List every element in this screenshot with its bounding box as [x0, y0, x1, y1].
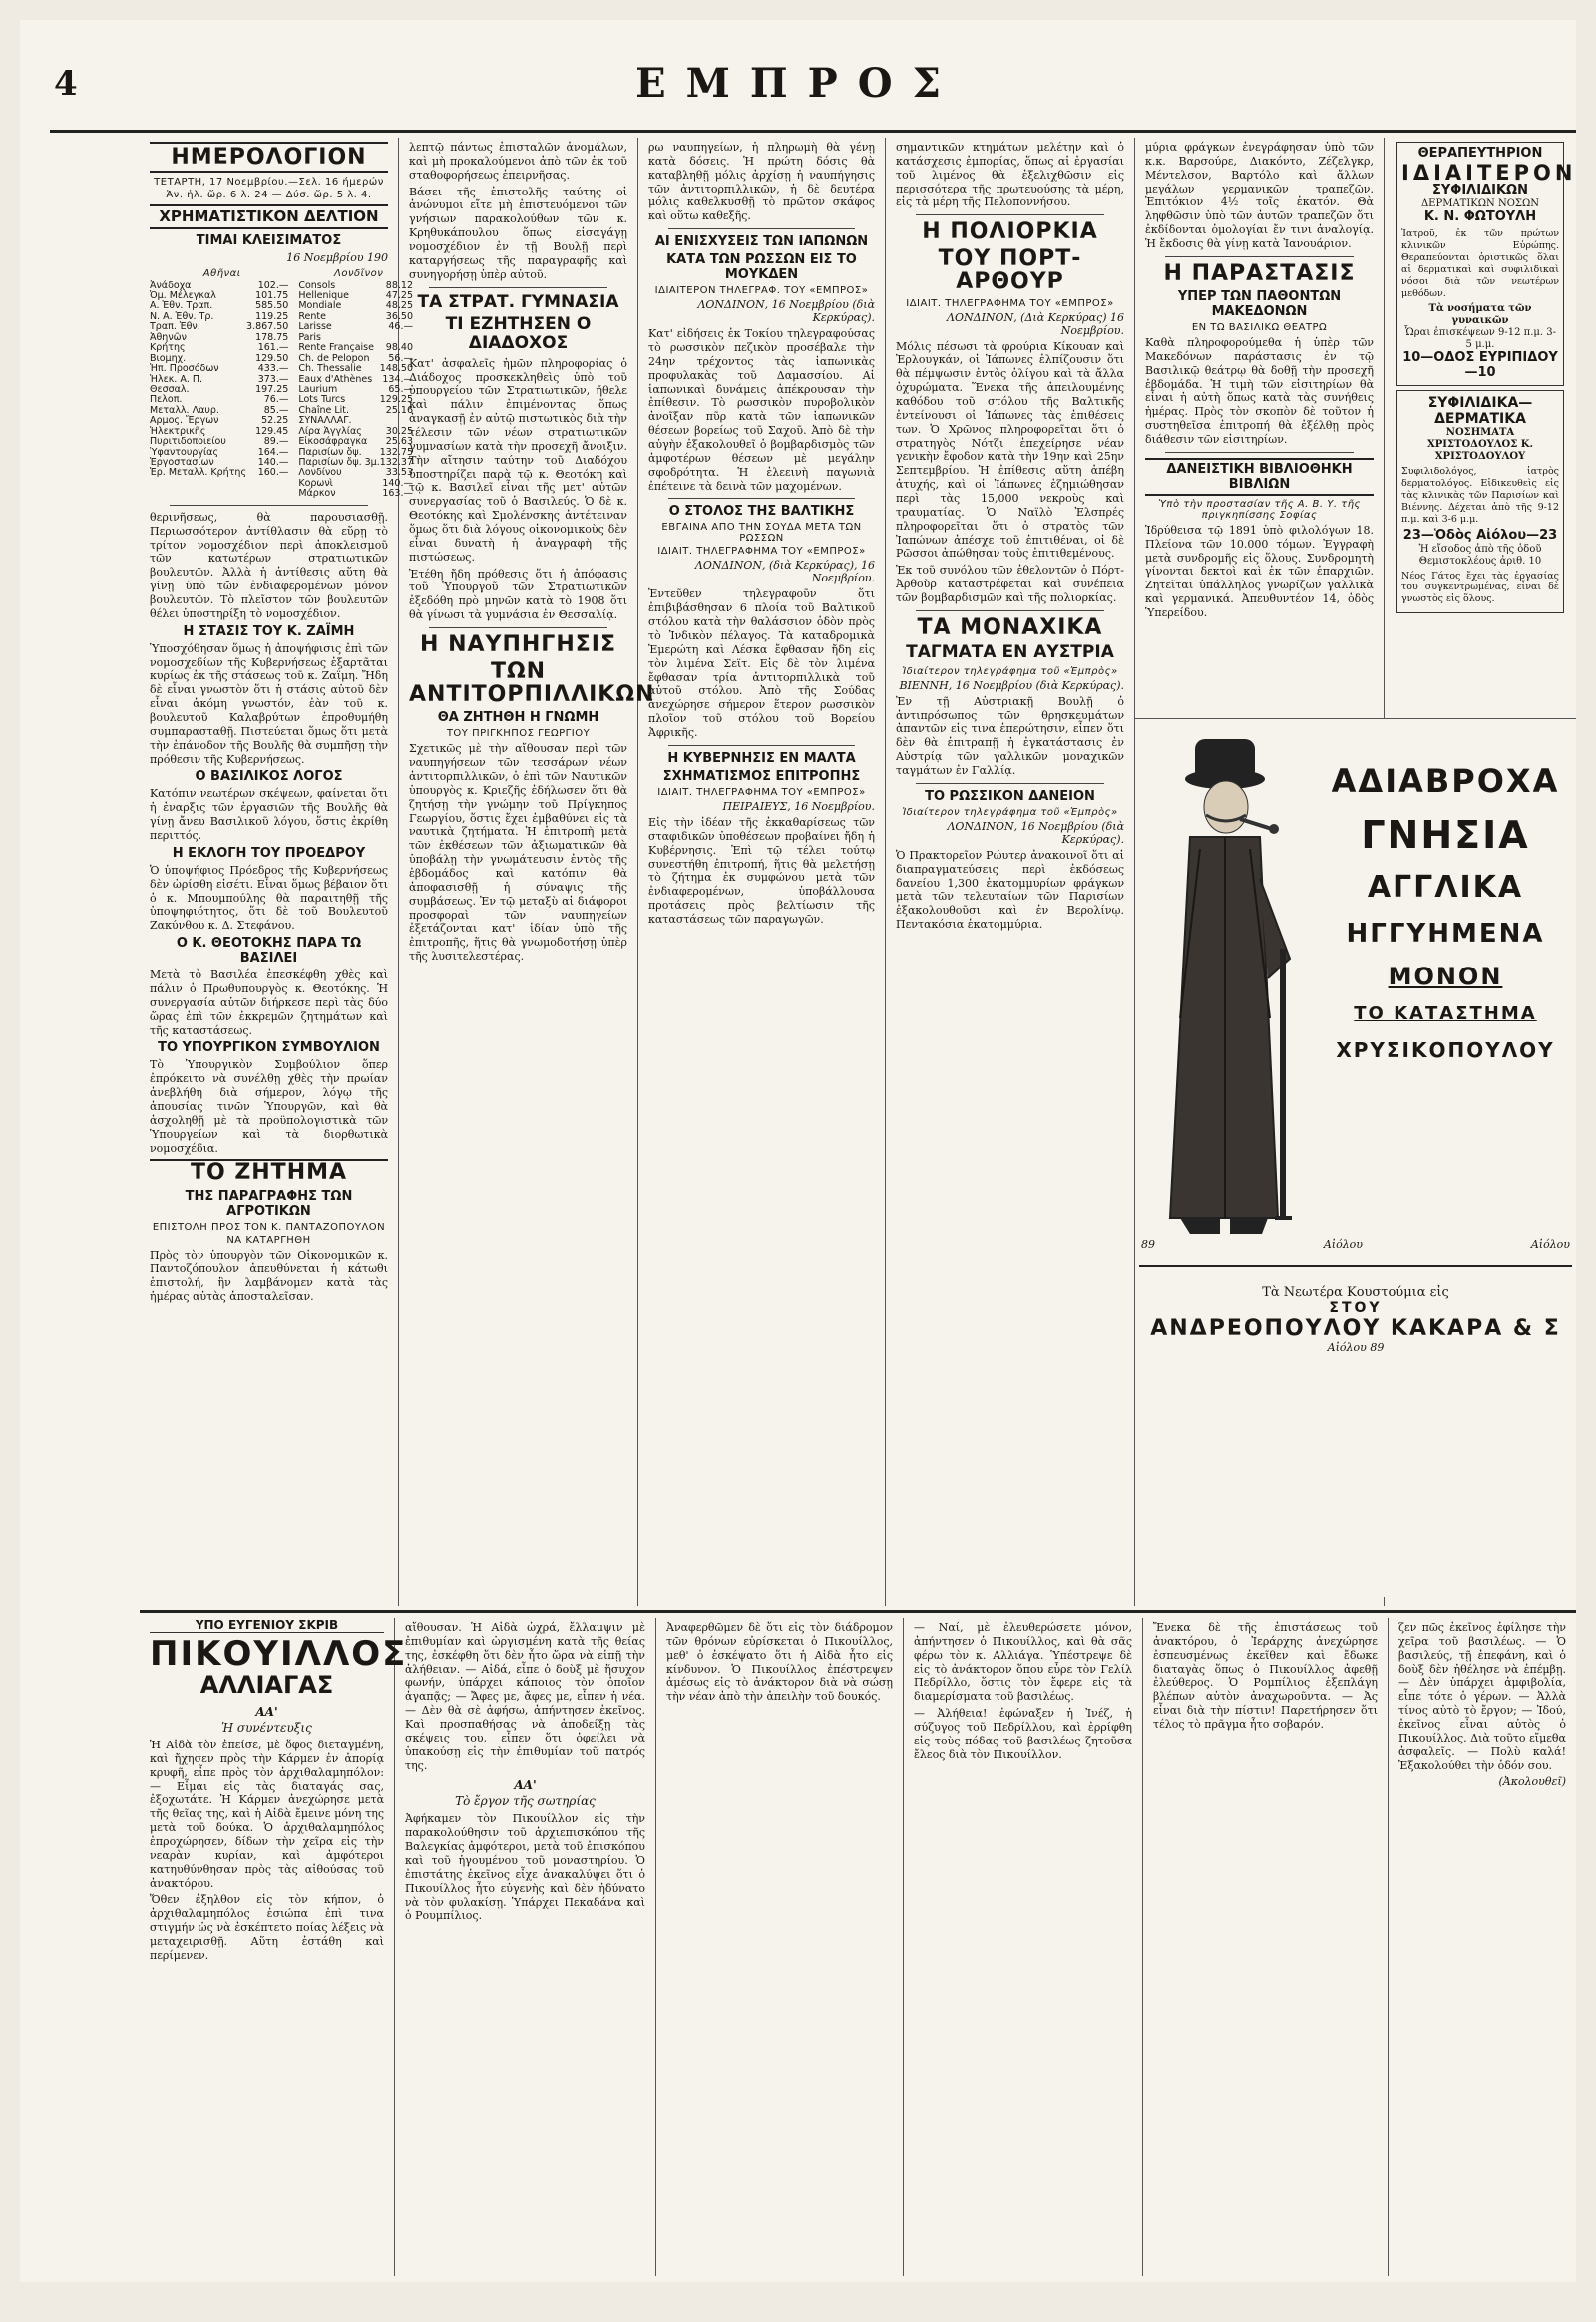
headline-theotokis: Ο Κ. ΘΕΟΤΟΚΗΣ ΠΑΡΑ ΤΩ ΒΑΣΙΛΕΙ — [176, 936, 362, 967]
article-portarthur: Μόλις πέσωσι τὰ φρούρια Κίκουαν καὶ Ἐρλουγκάν, οἱ Ἰάπωνες ἐλπίζουσιν ὅτι θὰ πέμψωσιν ἐντὸς ὀλίγου καὶ τὰ ἄλλα ὀχυρώματα. Ἕνεκα τῆς ἀπειλουμένης καθόδου τοῦ στόλου τῆς Βαλτικῆς ἐντείνουσι οἱ Ἰάπωνες τὰς ἐπιθέσεις των. Ὁ Χρῶνος πληροφορεῖται ὅτι ὁ στρατηγὸς Νότζι ἐπεχείρησε νέαν γενικὴν ἔφοδον κατὰ τὴν 19ην καὶ 25ην Σεπτεμβρίου. Ἡ ἐπίθεσις αὕτη ἀπέβη ἀτυχής, καὶ οἱ Ἰάπωνες ἐζημιώθησαν περὶ τὰς 15,000 νεκροὺς καὶ τραυματίας. Ὁ Ναϊλὸ Ἐλσπρές πληροφορεῖται ὅτι ὁ στρατὸς τῶν Ἰαπώνων ἀπέσχε τοῦ ἐπιτιθέναι, οἱ δὲ Ρῶσσοι ἀπώθησαν τοὺς ἐπιτιθεμένους. — [896, 339, 1124, 561]
newspaper-page — [20, 20, 1576, 2282]
rate-label: Κρήτης — [150, 342, 186, 354]
article-ekloge: Ὁ ὑποψήφιος Πρόεδρος τῆς Κυβερνήσεως δὲν ὡρίσθη εἰσέτι. Εἶναι ὅμως βέβαιον ὅτι ὁ κ. Μπουμπούλης θὰ παραιτηθῇ τῆς ὑποψηφιότητος, ὅτι δὲ τοῦ Βουλευτοῦ Ζακύνθου κ. Δ. Στεφάνου. — [150, 863, 388, 933]
ad1-address: 10—ΟΔΟΣ ΕΥΡΙΠΙΔΟΥ—10 — [1402, 349, 1558, 380]
rate-label: Ἐρ. Μεταλλ. Κρήτης — [150, 467, 247, 479]
umbrella-text — [1315, 749, 1576, 1238]
divider — [916, 610, 1104, 611]
rate-value: 76.— — [263, 394, 289, 406]
top-rule — [50, 130, 1576, 133]
rate-label: Βιομηχ. — [150, 352, 187, 364]
article-theotokis: Μετὰ τὸ Βασιλέα ἐπεσκέφθη χθὲς καὶ πάλιν ὁ Πρωθυπουργὸς κ. Θεοτόκης. Ἡ συνεργασία αὐτῶν διήρκεσε περὶ τὰς δύο ὥρας ἐπὶ τῶν ἐκκρεμῶν ζητημάτων καὶ τῆς καταστάσεως. — [150, 968, 388, 1037]
rate-value: 132.75 — [379, 446, 413, 458]
serial-text: αἴθουσαν. Ἡ Αἰδὰ ὠχρά, ἔλλαμψιν μὲ ἐπιθυμίαν καὶ ὠργισμένη κατὰ τῆς θείας της, ἐσκέφθη ὅτι δὲν ἦτο ὥρα νὰ εἰπῇ τὴν ἀλήθειαν. — Αἰδά, εἶπε ὁ δοὺξ μὲ ἥσυχον φωνήν, ὑπάρχει κάποιος τὸν ὁποῖον ἀγαπᾷς; — Ἄφες με, ἄφες με, εἶπεν ἡ νέα. — Δὲν θὰ σὲ ἀφήσω, ἀπήντησεν ἐκεῖνος. Καὶ προσπαθήσας νὰ ἀποδείξῃ τὰς σκέψεις του, εἶπεν ὅτι ὀφείλει νὰ ὑπακούσῃ εἰς τὴν ἐπιθυμίαν τοῦ πατρός της. — [405, 1621, 645, 1772]
rate-value: 30.25 — [385, 425, 413, 437]
serial-subtitle: ΑΛΛΙΑΓΑΣ — [200, 1671, 334, 1699]
rate-value: 85.— — [263, 404, 289, 416]
rate-row — [150, 364, 294, 374]
serial-column-1 — [140, 1618, 408, 2276]
headline-stolos-sub2: ΙΔΙΑΙΤ. ΤΗΛΕΓΡΑΦΗΜΑ ΤΟΥ «ΕΜΠΡΟΣ» — [657, 546, 866, 558]
rate-value: 48.25 — [385, 300, 413, 312]
article-monaxika: Ἐν τῇ Αὐστριακῇ Βουλῇ ὁ ἀντιπρόσωπος τῶν θρησκευμάτων ἀπαντῶν εἰς τινα ἐπερώτησιν, εἶπεν ὅτι δὲν θὰ ἐπιτραπῇ ἡ ἐγκατάστασις ἐν Αὐστρίᾳ τῶν γαλλικῶν μοναχικῶν ταγμάτων ἐν Γαλλίᾳ. — [896, 694, 1124, 777]
headline-parastasis-sub2: ΕΝ ΤΩ ΒΑΣΙΛΙΚΩ ΘΕΑΤΡΩ — [1191, 321, 1328, 333]
column-4 — [886, 138, 1135, 1606]
serial-text: ζεν πῶς ἐκεῖνος ἐφίλησε τὴν χεῖρα τοῦ βασιλέως. — Ὁ βασιλεύς, τῇ ἐπεφάνη, καὶ ὁ δοὺξ δὲν ἠθέλησε νὰ ἐπέμβῃ. — Δὲν ὑπάρχει ἀμφιβολία, εἶπε τότε ὁ γέρων. — Ἀλλὰ τίνος αὐτὸ τὸ ἔργον; — Ἰδού, ἐκεῖνος εἶναι αὐτὸς ὁ Πικουίλλος. Διὰ τοῦτο εἴμεθα ἀσφαλεῖς. — Πολὺ καλά! Ἐξακολούθει τὴν ὁδόν σου. — [1398, 1621, 1566, 1772]
rate-value: 46.— — [388, 321, 413, 333]
headline-navigisis-sub: ΤΩΝ ΑΝΤΙΤΟΡΠΙΛΛΙΚΩΝ — [409, 659, 655, 708]
divider — [668, 228, 855, 229]
headline-stolos: Ο ΣΤΟΛΟΣ ΤΗΣ ΒΑΛΤΙΚΗΣ — [668, 504, 855, 520]
headline-logos: Ο ΒΑΣΙΛΙΚΟΣ ΛΟΓΟΣ — [195, 769, 343, 785]
rate-value: 132.37 — [379, 457, 413, 469]
rate-value: 89.— — [263, 436, 289, 448]
serial-text: Ἀφήκαμεν τὸν Πικουίλλον εἰς τὴν παρακολούθησιν τοῦ ἀρχιεπισκόπου τῆς Βαλεγκίας ἀμφότεροι, μετὰ τοῦ ἐπισκόπου καὶ τοῦ ἡγουμένου τοῦ μοναστηρίου. Ὁ ἐπιστάτης ἐκεῖνος εἶχε ἀνακαλύψει ὅτι ὁ Πικουίλλος ἦτο εὐγενὴς καὶ δὲν ἠδύνατο νὰ τὸν φυλακίσῃ. Ὑπάρχει Πεκαδάνα καὶ ὁ Ρουμπίλιος. — [405, 1812, 645, 1923]
ad-word-3: ΑΓΓΛΙΚΑ — [1367, 870, 1524, 906]
rate-value: 163.— — [382, 488, 413, 500]
headline-navigisis-sub3: ΤΟΥ ΠΡΙΓΚΗΠΟΣ ΓΕΩΡΓΙΟΥ — [446, 728, 591, 740]
ad1-hours: Ὧραι ἐπισκέψεων 9-12 π.μ. 3-5 μ.μ. — [1404, 326, 1556, 350]
calendar-line-1: ΤΕΤΑΡΤΗ, 17 Νοεμβρίου.—Σελ. 16 ήμερών — [154, 177, 384, 189]
ad2-address-2: Ἡ εἴσοδος ἀπὸ τῆς ὁδοῦ Θεμιστοκλέους ἀριθ. 10 — [1418, 543, 1542, 567]
article-daneion: Ὁ Πρακτορεῖον Ρώυτερ ἀνακοινοῖ ὅτι αἱ διαπραγματεύσεις περὶ ἐκδόσεως δανείου 1,300 ἑκατομμυρίων φράγκων μετὰ τῶν τελευταίων τῶν Παρισίων ἐξακολουθοῦσι καὶ ἐν Βερολίνῳ. Πεντακόσια ἑκατομμύρια. — [896, 848, 1124, 932]
divider — [668, 745, 855, 746]
rate-value: 129.45 — [255, 425, 289, 437]
divider — [668, 498, 855, 499]
kakara-line-2: ΣΤΟΥ — [1329, 1300, 1383, 1316]
article-gymnasia-2: Ἐτέθη ἤδη πρόθεσις ὅτι ἡ ἀπόφασις τοῦ Ὑπουργοῦ τῶν Στρατιωτικῶν ἐξεδόθη πρὸ μηνῶν κατὰ τὸ 1908 ὅτι θὰ γίνωσι τὰ γυμνάσια ἐν Θεσσαλίᾳ. — [409, 567, 627, 622]
divider — [1139, 1265, 1572, 1267]
rate-label: ΣΥΝΑΛΛΑΓ. — [298, 415, 352, 427]
market-title: ΧΡΗΜΑΤΙΣΤΙΚΟΝ ΔΕΛΤΙΟΝ — [150, 204, 388, 229]
serial-text: — Ἀλήθεια! ἐφώναξεν ἡ Ἰνέζ, ἡ σύζυγος τοῦ Πεδρίλλου, καὶ ἐρρίφθη εἰς τοὺς πόδας τοῦ βασιλέως ζητοῦσα ἔλεος διὰ τὸν Πικουίλλον. — [914, 1707, 1132, 1761]
serial-column-5 — [1143, 1618, 1389, 2276]
rate-value: 129.25 — [379, 394, 413, 406]
headline-gymnasia: ΤΑ ΣΤΡΑΤ. ΓΥΜΝΑΣΙΑ — [417, 291, 619, 312]
headline-gymnasia-sub: ΤΙ ΕΖΗΤΗΣΕΝ Ο ΔΙΑΔΟΧΟΣ — [445, 314, 592, 353]
rate-value: 140.— — [382, 477, 413, 489]
rate-label: Consols — [298, 279, 336, 291]
serial-column-6 — [1389, 1618, 1576, 2276]
rate-label: Μεταλλ. Λαυρ. — [150, 404, 219, 416]
ad1-text: Ἰατροῦ, ἐκ τῶν πρώτων κλινικῶν Εὐρώπης. Θεραπεύονται ὁριστικῶς ὅλαι αἱ δερματικαὶ καὶ συφιλιδικαὶ νόσοι διὰ τῶν νεωτέρων μεθόδων. — [1401, 227, 1559, 299]
article-continued: σημαντικῶν κτημάτων μελέτην καὶ ὁ κατάσχεσις ἐμπορίας, ὅπως αἱ ἐργασίαι τοῦ λιμένος θὰ ἐξελιχθῶσιν εἰς περισσότερα τῆς πρωτευούσης τὰ μέρη, εἰς τὰ μέρη τῆς Πελοποννήσου. — [896, 141, 1124, 209]
rate-label: Ν. Α. Ἐθν. Τρ. — [150, 310, 214, 322]
rate-value: 36.50 — [385, 310, 413, 322]
rate-label: Κορωνὶ — [298, 477, 333, 489]
gentleman-figure — [1135, 719, 1315, 1238]
rate-label: Πελοπ. — [150, 394, 183, 406]
rate-value: 134.— — [382, 373, 413, 385]
rates-left — [150, 266, 294, 500]
serial-text: Ὅθεν ἐξηλθον εἰς τὸν κήπον, ὁ ἀρχιθαλαμηπόλος ἐσιώπα ἐπὶ τινα στιγμήν ὡς νὰ ἐσκέπτετο ποίας λέξεις νὰ μεταχειρισθῇ. Αὕτη ἐστάθη καὶ περίμενεν. — [150, 1893, 384, 1962]
headline-zitima-sub2: ΕΠΙΣΤΟΛΗ ΠΡΟΣ ΤΟΝ Κ. ΠΑΝΤΑΖΟΠΟΥΛΟΝ — [152, 1221, 386, 1233]
serial-text: Ἔνεκα δὲ τῆς ἐπιστάσεως τοῦ ἀνακτόρου, ὁ Ἰεράρχης ἀνεχώρησε ἐσπευσμένως ἐκεῖθεν καὶ ἔδωκε διαταγὰς ὅπως ὁ Πικουίλλος ἀφεθῇ ἐλεύθερος. Ὁ Ρομπίλιος ἐξεπλάγη βλέπων αὐτὸν ἀναχωροῦντα. — Ἀς εἶναι διὰ τὴν πίστιν! Παρετήρησεν ὅτι τέλος τὸ πρᾶγμα ἦτο σοβαρόν. — [1153, 1621, 1378, 1732]
ad-word-6: ΤΟ ΚΑΤΑΣΤΗΜΑ — [1354, 1003, 1537, 1025]
rate-label: Mondiale — [298, 300, 342, 312]
kakara-line-3: ΑΝΔΡΕΟΠΟΥΛΟΥ ΚΑΚΑΡΑ & Σ — [1150, 1316, 1561, 1341]
rate-value: 98.40 — [385, 342, 413, 354]
umbrella-advert — [1135, 718, 1576, 1597]
chapter-number: ΑΑ' — [255, 1705, 278, 1719]
headline-daneion-sub: Ἰδιαίτερον τηλεγράφημα τοῦ «Ἐμπρὸς» — [902, 806, 1118, 818]
headline-navigisis: Η ΝΑΥΠΗΓΗΣΙΣ — [420, 631, 616, 657]
rate-label: Rente — [298, 310, 326, 322]
dateline-stolos: ΛΟΝΔΙΝΟΝ, (διὰ Κερκύρας), 16 Νοεμβρίου. — [694, 559, 875, 585]
rates-left-table — [150, 281, 294, 479]
rate-label: Larisse — [298, 321, 332, 333]
rate-value: 161.— — [257, 342, 289, 354]
ad2-note: Νέος Γάτος ἔχει τὰς ἐργασίας του συγκεντρωμένας, εἶναι δὲ γνωστὸς εἰς ὅλους. — [1401, 570, 1559, 605]
rate-value: 25.16 — [385, 404, 413, 416]
rate-label: Α. Ἐθν. Τραπ. — [150, 300, 213, 312]
rate-value: 148.50 — [379, 363, 413, 375]
serial-text: Ἡ Αἰδὰ τὸν ἐπείσε, μὲ ὅφος διεταγμένη, καὶ ἤχησεν πρὸς τὴν Κάρμεν ἐν ἀπορίᾳ κρυφῆ, εἶπε πρὸς τὸν ἀρχιθαλαμηπόλον: — Εἶμαι εἰς τὰς διαταγάς σας, ἐξοχωτάτε. Ἡ Κάρμεν ἀνεχώρησε μετὰ τῆς θεῖας της, καὶ ἡ Αἰδὰ ἔμεινε μόνη της μετὰ τοῦ δούκα. Ὁ ἀρχιθαλαμηπόλος ἐπροχώρησεν, δίδων τὴν χεῖρα εἰς τὴν νεαρὰν κυρίαν, καὶ ἀμφότεροι κατηυθύνθησαν πρὸς τὰς αἰθούσας τοῦ ἀνακτόρου. — [150, 1739, 384, 1890]
ad1-title: ΘΕΡΑΠΕΥΤΗΡΙΟΝ — [1417, 146, 1543, 161]
headline-monaxika-sub2: Ἰδιαίτερον τηλεγράφημα τοῦ «Ἐμπρὸς» — [902, 665, 1118, 677]
rate-label: Θεσσαλ. — [150, 383, 190, 395]
calendar-line-2: Ἀν. ἡλ. ὥρ. 6 λ. 24 — Δύσ. ὥρ. 5 λ. 4. — [166, 190, 372, 201]
rate-label: Eaux d'Athènes — [298, 373, 373, 385]
rate-label: Ch. de Pelopon — [298, 352, 370, 364]
serial-divider — [140, 1610, 1576, 1613]
ad-word-4: ΗΓΓΥΗΜΕΝΑ — [1346, 918, 1545, 949]
rate-label: Μάρκον — [298, 488, 336, 500]
article-stolos: Ἐντεῦθεν τηλεγραφοῦν ὅτι ἐπιβιβάσθησαν 6 πλοία τοῦ Βαλτικοῦ στόλου κατὰ τὴν θαλάσσιον ὁδὸν πρὸς τὸ Ἰνδικὸν πέλαγος. Τὰ καταδρομικὰ Ἐμερώτη καὶ Λέσκα ἔφθασαν ἤδη εἰς τὸν λιμένα Σεϊτ. Εἰς δὲ τὸν λιμένα ἔφθασαν τρία ἀντιτορπιλλικὰ τοῦ αὐτοῦ στόλου. Ἀπὸ τῆς Σούδας ἀνεχώρησε σήμερον ἕτερον ρωσσικὸν πλοῖον τοῦ στόλου τοῦ Βορείου Ἀφρικῆς. — [648, 587, 875, 740]
ad1-name: Κ. Ν. ΦΩΤΟΥΛΗ — [1423, 208, 1537, 224]
chapter-title: Ἡ συνέντευξις — [221, 1721, 312, 1735]
ad-word-1: ΑΔΙΑΒΡΟΧΑ — [1331, 762, 1560, 800]
rate-label: Ὀμ. Μέλεγκαλ — [150, 290, 216, 302]
rate-label: Lots Turcs — [298, 394, 346, 406]
dateline-portarthur: ΛΟΝΔΙΝΟΝ, (Διὰ Κερκύρας) 16 Νοεμβρίου. — [947, 310, 1124, 337]
divider — [429, 287, 607, 288]
serial-title: ΠΙΚΟΥΙΛΛΟΣ — [150, 1634, 408, 1674]
market-date: 16 Νοεμβρίου 190 — [286, 250, 388, 264]
ad-word-7: ΧΡΥΣΙΚΟΠΟΥΛΟΥ — [1336, 1038, 1555, 1063]
rate-label: Ἐργοστασίων — [150, 457, 214, 469]
address-street-left: Αἰόλου — [1323, 1238, 1363, 1251]
headline-ekloge: Η ΕΚΛΟΓΗ ΤΟΥ ΠΡΟΕΔΡΟΥ — [172, 845, 366, 861]
rate-value: 47.25 — [385, 290, 413, 302]
continued-note: (Ἀκολουθεῖ) — [1498, 1775, 1566, 1789]
divider — [170, 505, 368, 506]
serial-column-4 — [904, 1618, 1143, 2276]
advert-fotouli — [1396, 142, 1577, 386]
divider — [429, 627, 607, 628]
article-epitropi: Εἰς τὴν ἰδέαν τῆς ἐκκαθαρίσεως τῶν σταφιδικῶν ὑποθέσεων προβαίνει ἤδη ἡ Κυβέρνησις. Ἐπὶ τῷ τέλει τούτῳ συνεστήθη ἐπιτροπή, ἥτις θὰ μελετήσῃ τὸ ζήτημα ἐκ συμφώνου μετὰ τῶν ἐνδιαφερομένων, ὑποβάλλουσα προτάσεις πρὸς βελτίωσιν τῆς καταστάσεως τῶν παραγωγῶν. — [648, 815, 875, 926]
article-text: θερινῆσεως, θὰ παρουσιασθῇ. Περιωσσότερον ἀντίθλασιν θὰ εὕρῃ τὸ τρίτον νομοσχέδιον περὶ ἀποκλεισμοῦ τῶν κατωτέρων στρατιωτικῶν βουλευτῶν. Ἀλλὰ ἡ ἀντίθεσις αὕτη θὰ γίνῃ ὑπὸ τῶν ἐνδιαφερομένων μόνον βουλευτῶν. Τὸ πλεῖστον τῶν βουλευτῶν θέλει ὑποστηρίξη τὸ νομοσχέδιον. — [150, 510, 388, 620]
rate-value: 102.— — [257, 279, 289, 291]
headline-zitima: ΤΟ ΖΗΤΗΜΑ — [150, 1159, 388, 1184]
rate-label: Ὑφαντουργίας — [150, 446, 219, 458]
column-1 — [140, 138, 413, 1606]
ad1-line: Τὰ νοσήματα τῶν γυναικῶν — [1428, 302, 1532, 326]
rate-value: 56.— — [388, 352, 413, 364]
headline-zitima-sub3: ΝΑ ΚΑΤΑΡΓΗΘΗ — [226, 1234, 311, 1246]
dateline-monaxika: ΒΙΕΝΝΗ, 16 Νοεμβρίου (διὰ Κερκύρας). — [899, 678, 1124, 692]
article-parastasis: Καθὰ πληροφορούμεθα ἡ ὑπὲρ τῶν Μακεδόνων παράστασις ἐν τῷ Βασιλικῷ θεάτρῳ θὰ δοθῇ τὴν προσεχῆ ἑβδομάδα. Ἡ τιμὴ τῶν εἰσιτηρίων θὰ εἶναι ἡ αὐτὴ ὅπως κατὰ τὰς συνήθεις ἡμέρας. Πρὸς τὸν σκοπὸν δὲ τοῦτον ἡ συστηθεῖσα ἐπιτροπή θὰ ἐξέλθῃ πρὸς διάθεσιν τῶν εἰσιτηρίων. — [1145, 335, 1374, 446]
headline-portarthur-sub: ΤΟΥ ΠΟΡΤ-ΑΡΘΟΥΡ — [938, 246, 1082, 295]
rate-value: 373.— — [257, 373, 289, 385]
kakara-address: Αἰόλου 89 — [1327, 1341, 1385, 1354]
ad-word-5: ΜΟΝΟΝ — [1388, 962, 1503, 990]
rate-label: Τραπ. Ἐθν. — [150, 321, 200, 333]
ad2-sub: ΝΟΣΗΜΑΤΑ — [1445, 426, 1515, 438]
ad2-text: Συφιλιδολόγος, ἰατρὸς δερματολόγος. Εἰδικευθεὶς εἰς τὰς κλινικὰς τῶν Παρισίων καὶ Βιέννης. Δέχεται ἀπὸ τῆς 9-12 π.μ. καὶ 3-6 μ.μ. — [1401, 465, 1559, 525]
headline-portarthur: Η ΠΟΛΙΟΡΚΙΑ — [922, 219, 1098, 245]
article-ypourgiko: Τὸ Ὑπουργικὸν Συμβούλιον ὅπερ ἐπρόκειτο νὰ συνέλθῃ χθὲς τὴν πρωίαν ἀνεβλήθη διὰ σήμερον, λόγῳ τῆς ἀπουσίας τινῶν Ὑπουργῶν, καὶ θὰ ἀσχοληθῇ μὲ τὰ προϋπολογιστικὰ τῶν Ὑπουργείων καὶ τὰ διορθωτικὰ νομοσχέδια. — [150, 1058, 388, 1155]
headline-epitropi: Η ΚΥΒΕΡΝΗΣΙΣ ΕΝ ΜΑΛΤΑ — [667, 750, 856, 766]
rate-value: 88.12 — [385, 279, 413, 291]
divider — [916, 214, 1104, 215]
article-iaponia: Κατ' εἰδήσεις ἐκ Τοκίου τηλεγραφούσας τὸ ρωσσικὸν πεζικὸν προσέβαλε τὴν 24ην τρέχοντος τὰς ἰαπωνικὰς προφυλακὰς τοῦ Δαμασσίου. Αἱ ἰαπωνικαὶ δυνάμεις ἀπέκρουσαν τὴν ἐπίθεσιν. Τὸ ρωσσικὸν πυροβολικὸν ἀνοῖξαν πῦρ κατὰ τῶν ἰαπωνικῶν θέσεων βορείως τοῦ Σαχοῦ. Ἀπὸ δὲ τὴν αὐγὴν ἐξακολουθεῖ ὁ βομβαρδισμὸς τῶν ἀμφοτέρων θέσεων μὲ μεγάλην σφοδρότητα. Ἡ ἐλεεινὴ παγωνιὰ ἐπέτεινε τὰ δεινὰ τῶν μαχομένων. — [648, 327, 875, 493]
rate-label: Λίρα Ἀγγλίας — [298, 425, 362, 437]
headline-zitima-sub: ΤΗΣ ΠΑΡΑΓΡΑΦΗΣ ΤΩΝ ΑΓΡΟΤΙΚΩΝ — [185, 1188, 353, 1219]
headline-monaxika-sub: ΤΑΓΜΑΤΑ ΕΝ ΑΥΣΤΡΙΑ — [906, 642, 1114, 662]
rate-label: Paris — [298, 331, 321, 343]
headline-navigisis-sub2: ΘΑ ΖΗΤΗΘΗ Η ΓΝΩΜΗ — [437, 710, 599, 726]
market-subtitle: ΤΙΜΑΙ ΚΛΕΙΣΙΜΑΤΟΣ — [196, 232, 342, 248]
headline-parastasis-sub: ΥΠΕΡ ΤΩΝ ΠΑΘΟΝΤΩΝ ΜΑΚΕΔΟΝΩΝ — [1177, 288, 1342, 319]
serial-text: Ἀναφερθῶμεν δὲ ὅτι εἰς τὸν διάδρομον τῶν θρόνων εὑρίσκεται ὁ Πικουίλλος, μεθ' ὁ ἐσκέψατο ὅτι ἡ Αἰδὰ ἦτο εἰς κίνδυνον. Ὁ Πικουίλλος ἐπέστρεψεν ἀμέσως εἰς τὸ ἀνάκτορον διὰ νὰ σώσῃ τὴν νέαν ἀπὸ τὴν ἀπειλὴν τοῦ δουκός. — [666, 1621, 893, 1704]
serial-column-2 — [395, 1618, 656, 2276]
article-gymnasia: Κατ' ἀσφαλεῖς ἡμῶν πληροφορίας ὁ Διάδοχος προσκεκληθεὶς ὑπὸ τοῦ ὑπουργείου τῶν Στρατιωτικῶν, ἤθελε καὶ πάλιν ἐπιμένοντας ὅπως ἀναγκασῇ ἐν αὐτῷ πιστωτικὸς διὰ τὴν τέλεσιν τῶν νέων στρατιωτικῶν γυμνασίων κατὰ τὴν προσεχῆ ἄνοιξιν. Τὴν αἴτησιν ταύτην τοῦ Διαδόχου ὑποστηρίζει παρὰ τῷ κ. Θεοτόκῃ καὶ τῷ κ. Βασιλεῖ εἶναι τῆς μετ' αὐτῶν συνεργασίας τοῦ ὁ Βασιλεύς. Ὁ δὲ κ. Θεοτόκης καὶ Σμολένσκης ἀντέτειναν ὅμως ὅτι διὰ λόγους οἰκονομικοὺς δὲν εἶναι δυνατὴ ἡ ἀναγραφὴ τῆς πιστώσεως. — [409, 356, 627, 564]
masthead — [20, 20, 1576, 116]
rate-value: 160.— — [257, 467, 289, 479]
rate-value: 101.75 — [255, 290, 289, 302]
article-portarthur-2: Ἐκ τοῦ συνόλου τῶν ἐθελοντῶν ὁ Πόρτ-Ἀρθοὺρ καταστρέφεται καὶ συνέπεια τῶν βομβαρδισμῶν καὶ τῆς πολιορκίας. — [896, 564, 1124, 605]
rates-tables — [150, 266, 413, 500]
rate-label: Εἰκοσάφραγκα — [298, 436, 368, 448]
divider — [916, 783, 1104, 784]
ad2-name: ΧΡΙΣΤΟΔΟΥΛΟΣ Κ. ΧΡΙΣΤΟΔΟΥΛΟΥ — [1427, 438, 1533, 462]
dateline-epitropi: ΠΕΙΡΑΙΕΥΣ, 16 Νοεμβρίου. — [722, 799, 875, 813]
rate-label: Ἠλεκτρικῆς — [150, 425, 206, 437]
rate-label: Ἀνάδοχα — [150, 279, 192, 291]
headline-daneion: ΤΟ ΡΩΣΣΙΚΟΝ ΔΑΝΕΙΟΝ — [925, 788, 1095, 804]
headline-stolos-sub: ΕΒΓΑΙΝΑ ΑΠΟ ΤΗΝ ΣΟΥΔΑ ΜΕΤΑ ΤΩΝ ΡΩΣΣΩΝ — [661, 522, 862, 545]
rate-value: 65.— — [388, 383, 413, 395]
article-library: Ἱδρύθεισα τῷ 1891 ὑπὸ φιλολόγων 18. Πλείονα τῶν 10.000 τόμων. Ἐγγραφὴ μετὰ συνδρομῆς εἰς ὅλους. Συνδρομητὴ γίνονται δεκτοὶ καὶ ἐκ τῶν ἐπαρχιῶν. Ζητεῖται ὑπάλληλος γνωρίζων γαλλικὰ καὶ γερμανικά. Ἀπευθυντέον 14, ὁδὸς Ὑπερείδου. — [1145, 523, 1374, 619]
dateline-daneion: ΛΟΝΔΙΝΟΝ, 16 Νοεμβρίου (διὰ Κερκύρας). — [947, 819, 1124, 846]
rate-label: Αρμος. Ἔργων — [150, 415, 219, 427]
rate-label: Ἠλεκ. Α. Π. — [150, 373, 203, 385]
article-continued: μύρια φράγκων ἐνεγράφησαν ὑπὸ τῶν κ.κ. Βαρσούρε, Διακόντο, Ζέζελγκρ, Μέντελσον, Βαρτόλο καὶ ἄλλων μεγάλων γερμανικῶν τραπεζῶν. Ἐπιτόκιον 4½ τοῖς ἑκατόν. Θὰ ληφθῶσιν ὑπὸ τῶν ἀυτῶν τραπεζῶν ὅτι ἐκδίδονται ὁμολογίαι ἔν τινι ἀναλογίᾳ. Ἡ ἔκδοσις θὰ γίνῃ κατὰ Ἰανουάριον. — [1145, 141, 1374, 251]
rate-label: Laurium — [298, 383, 338, 395]
chapter-number: ΑΑ' — [514, 1778, 537, 1793]
address-street-right: Αἰόλου — [1530, 1238, 1570, 1251]
rate-label: Ch. Thessalie — [298, 363, 362, 375]
ad2-address: 23—Ὁδὸς Αἰόλου—23 — [1402, 527, 1558, 543]
article-continued: ρω ναυπηγείων, ἡ πληρωμὴ θὰ γένῃ κατὰ δόσεις. Ἡ πρώτη δόσις θὰ καταβληθῇ μόλις ἀρχίσῃ ἡ ναυπήγησις τῶν ἀντιτορπιλλικῶν, ἡ δὲ δευτέρα μόλις καθελκυσθῇ τὸ πρῶτον σκάφος καὶ οὕτω καθεξῆς. — [648, 141, 875, 223]
divider — [1165, 256, 1354, 257]
headline-ypourgiko: ΤΟ ΥΠΟΥΡΓΙΚΟΝ ΣΥΜΒΟΥΛΙΟΝ — [158, 1040, 380, 1056]
rate-value: 164.— — [257, 446, 289, 458]
headline-iaponia: ΑΙ ΕΝΙΣΧΥΣΕΙΣ ΤΩΝ ΙΑΠΩΝΩΝ — [654, 234, 869, 250]
address-number: 89 — [1141, 1238, 1155, 1251]
kakara-line-1: Τὰ Νεωτέρα Κουστούμια εἰς — [1262, 1285, 1449, 1300]
rate-value: 25.63 — [385, 436, 413, 448]
serial-column-3 — [656, 1618, 904, 2276]
headline-stasis: Η ΣΤΑΣΙΣ ΤΟΥ Κ. ΖΑΪΜΗ — [183, 623, 355, 639]
rate-value: 33.53 — [385, 467, 413, 479]
rate-value: 140.— — [257, 457, 289, 469]
headline-library: ΔΑΝΕΙΣΤΙΚΗ ΒΙΒΛΙΟΘΗΚΗ ΒΙΒΛΙΩΝ — [1145, 458, 1374, 496]
headline-epitropi-sub2: ΙΔΙΑΙΤ. ΤΗΛΕΓΡΑΦΗΜΑ ΤΟΥ «ΕΜΠΡΟΣ» — [657, 786, 866, 798]
headline-iaponia-sub2: ΙΔΙΑΙΤΕΡΟΝ ΤΗΛΕΓΡΑΦ. ΤΟΥ «ΕΜΠΡΟΣ» — [654, 285, 869, 297]
headline-epitropi-sub: ΣΧΗΜΑΤΙΣΜΟΣ ΕΠΙΤΡΟΠΗΣ — [662, 768, 861, 784]
rate-value: 433.— — [257, 363, 289, 375]
rate-value: 52.25 — [261, 415, 289, 427]
column-2 — [399, 138, 655, 1606]
article-zitima: Πρὸς τὸν ὑπουργὸν τῶν Οἰκονομικῶν κ. Παντοζόπουλον ἀπευθύνεται ἡ κάτωθι ἐπιστολή, ἣν λαμβάνομεν κατὰ τὰς ἡμέρας αὐτὰς ἀποσταλεῖσαν. — [150, 1248, 388, 1304]
newspaper-title: ΕΜΠΡΟΣ — [635, 60, 961, 107]
rate-label: Ἡπ. Προσόδων — [150, 363, 219, 375]
rates-left-header: Αθῆναι — [202, 267, 241, 279]
ad1-sub: ΣΥΦΙΛΙΔΙΚΩΝ — [1432, 182, 1528, 197]
headline-portarthur-sub2: ΙΔΙΑΙΤ. ΤΗΛΕΓΡΑΦΗΜΑ ΤΟΥ «ΕΜΠΡΟΣ» — [906, 297, 1114, 309]
rates-right-header: Λονδῖνον — [334, 267, 384, 279]
article-continued-2: Βάσει τῆς ἐπιστολῆς ταύτης οἱ ἀνώνυμοι εἴτε μὴ ἐπιστευόμενοι τῶν γνήσιων παρακολούθων τῶν κ. Κρηθυκάπουλου ὅπως εἰσαγάγῃ νομοσχέδιον ἐν τῇ Βουλῇ περὶ καταργήσεως τῆς παραγραφῆς καὶ συνηγορήσῃ ὑπὲρ αὐτοῦ. — [409, 185, 627, 281]
article-stasis: Ὑποσχόθησαν ὅμως ἡ ἀποψήφισις ἐπὶ τῶν νομοσχεδίων τῆς Κυβερνήσεως ἐξαρτᾶται κυρίως ἐκ τῆς στάσεως τοῦ κ. Ζαΐμη. Ἤδη δὲ εἶναι γνωστὸν ὅτι ἡ στάσις αὐτοῦ δὲν εἶναι ἀκόμη γνωστόν, ἐὰν τοῦ κ. βουλευτοῦ Καλαβρύτων ἐπροθυμήθη συμπαρασταθῇ. Πιστεύεται ὅμως ὅτι μετὰ τὴν ἐπάνοδον τῆς Βουλῆς θὰ συμπῆσῃ τὴν πρόθεσιν τῆς Κυβερνήσεως. — [150, 641, 388, 766]
article-continued: λεπτῷ πάντως ἐπισταλῶν ἀνομάλων, καὶ μὴ προκαλούμενοι ἀπὸ τῶν ἐκ τοῦ σταθοφορήσεως ἐπειρνῆσας. — [409, 141, 627, 182]
umbrella-address — [1135, 1238, 1576, 1251]
headline-iaponia-sub: ΚΑΤΑ ΤΩΝ ΡΩΣΣΩΝ ΕΙΣ ΤΟ ΜΟΥΚΔΕΝ — [666, 252, 857, 283]
article-logos: Κατόπιν νεωτέρων σκέψεων, φαίνεται ὅτι ἡ ἐναρξις τῶν ἐργασιῶν τῆς Βουλῆς θὰ γίνῃ ἄνευ Βασιλικοῦ λόγου, ὅστις ἐκρίθη περιττός. — [150, 787, 388, 842]
rate-row — [150, 468, 294, 478]
rate-label: Ἀθηνῶν — [150, 331, 187, 343]
dateline-iaponia: ΛΟΝΔΙΝΟΝ, 16 Νοεμβρίου (διὰ Κερκύρας). — [697, 298, 875, 325]
headline-library-sub: Ὑπὸ τὴν προστασίαν τῆς Α. Β. Υ. τῆς πριγκηπίσσης Σοφίας — [1158, 498, 1361, 521]
advert-christodoulou — [1396, 390, 1564, 614]
divider — [1165, 452, 1354, 453]
rate-label: Chaîne Lit. — [298, 404, 350, 416]
column-3 — [638, 138, 886, 1606]
rate-value: 129.50 — [255, 352, 289, 364]
ad1-title-2: ΙΔΙΑΙΤΕΡΟΝ — [1401, 160, 1577, 185]
rate-value: 178.75 — [255, 331, 289, 343]
headline-parastasis: Η ΠΑΡΑΣΤΑΣΙΣ — [1163, 260, 1356, 286]
rate-value: 119.25 — [255, 310, 289, 322]
rate-value: 585.50 — [255, 300, 289, 312]
column-6 — [1385, 138, 1576, 716]
serial-banner: ΥΠΟ ΕΥΓΕΝΙΟΥ ΣΚΡΙΒ — [150, 1618, 384, 1633]
ad1-sub-2: ΔΕΡΜΑΤΙΚΩΝ ΝΟΣΩΝ — [1420, 197, 1540, 209]
rate-label: Παρισίων ὄψ. — [298, 446, 362, 458]
article-navigisis: Σχετικῶς μὲ τὴν αἴθουσαν περὶ τῶν ναυπηγήσεων τῶν τεσσάρων νέων ἀντιτορπιλλικῶν, ὁ ἐπὶ τῶν Ναυτικῶν ὑπουργὸς κ. Κριεζῆς ἐδήλωσεν ὅτι θὰ ζητήσῃ τὴν γνώμην τοῦ Πρίγκηπος Γεωργίου, ὅστις ἔχει ἐμβαθύνει εἰς τὰ ναυτικὰ ζητήματα. Ἡ ἐπιτροπὴ μετὰ τῶν ἐκθέσεων τῶν ἀξιωματικῶν θὰ ὑποβάλῃ τὴν γνωμάτευσιν ἐντὸς τῆς ἑβδομάδος καὶ κατόπιν θὰ ἀποφασισθῇ ἡ σύναψις τῆς συμβάσεως. Ἐν τῷ μεταξὺ αἱ διάφοροι προσφοραὶ τῶν ναυπηγείων ἐξετάζονται κατ' ἰδίαν ὑπὸ τῆς ἐπιτροπῆς, ἥτις θὰ γνωμοδοτήσῃ ὑπὲρ τῆς λυσιτελεστέρας. — [409, 742, 627, 964]
headline-monaxika: ΤΑ ΜΟΝΑΧΙΚΑ — [917, 614, 1103, 640]
rate-value: 197.25 — [255, 383, 289, 395]
rate-label: Hellenique — [298, 290, 350, 302]
gentleman-illustration — [1140, 719, 1310, 1238]
rate-label: Λονδίνου — [298, 467, 342, 479]
rate-label: Πυριτιδοποιείου — [150, 436, 226, 448]
rate-label: Rente Française — [298, 342, 374, 354]
chapter-title: Τὸ ἔργον τῆς σωτηρίας — [455, 1794, 596, 1809]
calendar-title: ΗΜΕΡΟΛΟΓΙΟΝ — [150, 142, 388, 173]
ad2-title: ΣΥΦΙΛΙΔΙΚΑ—ΔΕΡΜΑΤΙΚΑ — [1427, 394, 1533, 427]
rate-label: Παρισίων ὄψ. 3μ. — [298, 457, 380, 469]
ad-word-2: ΓΝΗΣΙΑ — [1361, 812, 1530, 857]
rate-value: 3.867.50 — [246, 321, 289, 333]
page-number: 4 — [54, 64, 78, 104]
serial-text: — Ναί, μὲ ἐλευθερώσετε μόνον, ἀπήντησεν ὁ Πικουίλλος, καὶ θὰ σᾶς φέρω τὸν κ. Αλλιάγα. Ὑπέστρεψε δὲ εἰς τὸ ἀνάκτορον ὅπου εὗρε τὸν Γελίλ Πεδρίλλο, ὅστις τὸν ἔφερε εἰς τὰ διαμερίσματα τοῦ βασιλέως. — [914, 1621, 1132, 1704]
